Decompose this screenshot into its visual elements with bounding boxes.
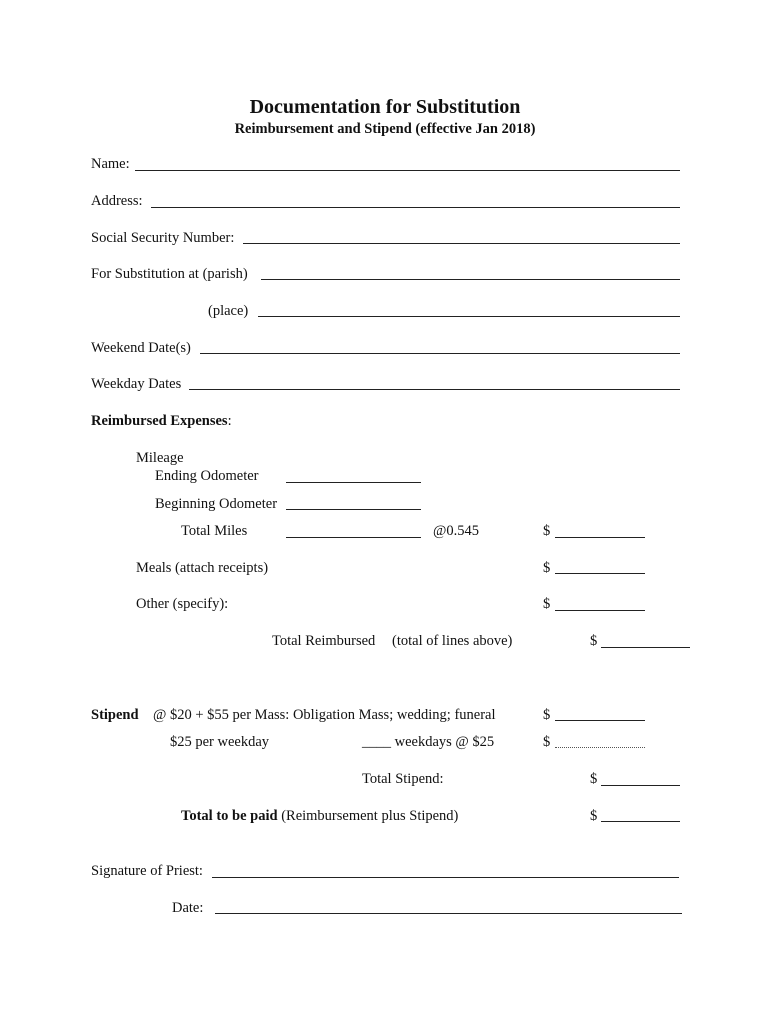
meals-dollar-sign: $ xyxy=(543,560,551,576)
ending-odometer-field[interactable] xyxy=(286,482,421,483)
place-field[interactable] xyxy=(258,316,680,317)
weekend-dates-field[interactable] xyxy=(200,353,680,354)
total-stipend-label: Total Stipend: xyxy=(362,771,444,787)
total-miles-label: Total Miles xyxy=(181,523,248,539)
ending-odometer-label: Ending Odometer xyxy=(155,468,259,484)
weekday-dates-label: Weekday Dates xyxy=(91,376,182,392)
total-reimbursed-dollar-sign: $ xyxy=(590,633,598,649)
stipend-mass-rate: @ $20 + $55 per Mass: Obligation Mass; wedding; funeral xyxy=(153,707,496,723)
total-to-be-paid-bold: Total to be paid xyxy=(181,808,278,824)
ssn-field[interactable] xyxy=(243,243,680,244)
form-title: Documentation for Substitution xyxy=(249,96,521,118)
weekend-dates-label: Weekend Date(s) xyxy=(91,340,191,356)
address-field[interactable] xyxy=(151,207,680,208)
total-stipend-dollar-sign: $ xyxy=(590,771,598,787)
weekday-amount-field[interactable] xyxy=(555,747,645,748)
signature-field[interactable] xyxy=(212,877,679,878)
mileage-label: Mileage xyxy=(136,450,184,466)
total-reimbursed-label: Total Reimbursed xyxy=(272,633,376,649)
address-label: Address: xyxy=(91,193,143,209)
meals-amount-field[interactable] xyxy=(555,573,645,574)
weekday-dates-field[interactable] xyxy=(189,389,680,390)
meals-label: Meals (attach receipts) xyxy=(136,560,269,576)
weekday-rate: $25 per weekday xyxy=(170,734,270,750)
beginning-odometer-label: Beginning Odometer xyxy=(155,496,278,512)
stipend-mass-amount-field[interactable] xyxy=(555,720,645,721)
date-label: Date: xyxy=(172,900,204,916)
total-reimbursed-field[interactable] xyxy=(601,647,690,648)
total-stipend-field[interactable] xyxy=(601,785,680,786)
weekday-calc: ____ weekdays @ $25 xyxy=(362,734,495,750)
total-paid-dollar-sign: $ xyxy=(590,808,598,824)
total-to-be-paid-note: (Reimbursement plus Stipend) xyxy=(281,808,459,824)
parish-label: For Substitution at (parish) xyxy=(91,266,248,282)
reimbursed-heading-text: Reimbursed Expenses xyxy=(91,413,228,429)
other-amount-field[interactable] xyxy=(555,610,645,611)
ssn-label: Social Security Number: xyxy=(91,230,235,246)
name-field[interactable] xyxy=(135,170,680,171)
stipend-heading: Stipend xyxy=(91,707,139,723)
signature-label: Signature of Priest: xyxy=(91,863,203,879)
name-label: Name: xyxy=(91,156,130,172)
mileage-rate: @0.545 xyxy=(433,523,479,539)
mileage-amount-field[interactable] xyxy=(555,537,645,538)
total-paid-field[interactable] xyxy=(601,821,680,822)
total-reimbursed-note: (total of lines above) xyxy=(392,633,513,649)
other-dollar-sign: $ xyxy=(543,596,551,612)
total-miles-field[interactable] xyxy=(286,537,421,538)
place-label: (place) xyxy=(208,303,249,319)
reimbursed-heading-colon: : xyxy=(227,413,232,429)
stipend-mass-dollar-sign: $ xyxy=(543,707,551,723)
form-subtitle: Reimbursement and Stipend (effective Jan 2018) xyxy=(234,121,536,137)
beginning-odometer-field[interactable] xyxy=(286,509,421,510)
parish-field[interactable] xyxy=(261,279,680,280)
date-field[interactable] xyxy=(215,913,682,914)
weekday-dollar-sign: $ xyxy=(543,734,551,750)
other-label: Other (specify): xyxy=(136,596,229,612)
reimbursed-heading xyxy=(91,414,232,429)
total-to-be-paid-label xyxy=(181,809,458,824)
mileage-dollar-sign: $ xyxy=(543,523,551,539)
